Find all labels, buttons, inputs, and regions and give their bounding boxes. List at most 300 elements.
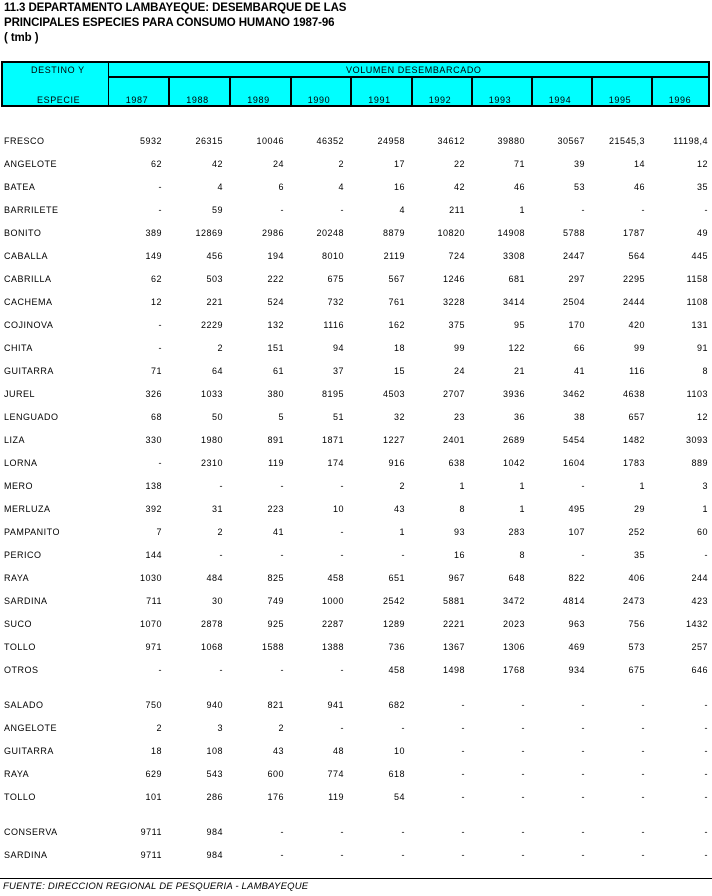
row-value: 420 [628,320,645,330]
row-value: - [219,481,223,491]
row-value: 101 [145,792,162,802]
row-value: 132 [267,320,284,330]
row-value: 681 [508,274,525,284]
row-value: 46 [633,182,645,192]
row-label: TOLLO [4,642,36,652]
row-value: - [280,850,284,860]
row-value: 30567 [557,136,585,146]
row-value: 456 [206,251,223,261]
row-value: 3462 [562,389,585,399]
row-label: CABRILLA [4,274,52,284]
row-value: - [340,527,344,537]
row-label: ANGELOTE [4,723,58,733]
row-value: - [641,700,645,710]
row-value: 736 [388,642,405,652]
row-value: 119 [328,792,344,802]
row-value: - [461,723,465,733]
row-value: 1000 [321,596,344,606]
row-value: 573 [628,642,645,652]
table-title [4,1,346,46]
row-value: 1 [702,504,708,514]
row-value: 10820 [437,228,465,238]
row-value: 2444 [622,297,645,307]
row-value: 2221 [442,619,465,629]
table-row [0,700,712,714]
row-value: - [461,792,465,802]
row-value: 66 [573,343,585,353]
row-value: 41 [573,366,585,376]
row-value: 62 [150,274,162,284]
row-value: 108 [206,746,223,756]
row-label: MERO [4,481,33,491]
row-value: 35 [633,550,645,560]
row-label: RAYA [4,769,30,779]
row-value: - [280,205,284,215]
row-value: 1103 [686,389,708,399]
row-value: 119 [268,458,284,468]
header-divider [108,76,708,78]
row-value: 675 [628,665,645,675]
table-row [0,136,712,150]
row-value: 5 [278,412,284,422]
row-label: PAMPANITO [4,527,61,537]
row-value: 53 [573,182,585,192]
table-row [0,228,712,242]
row-label: COJINOVA [4,320,54,330]
row-value: - [461,769,465,779]
row-value: 1 [459,481,465,491]
row-value: 11198,4 [673,136,708,146]
row-value: - [704,700,708,710]
row-value: - [581,769,585,779]
row-value: 36 [513,412,525,422]
row-value: 822 [568,573,585,583]
row-value: 2 [217,343,223,353]
row-value: 1306 [502,642,525,652]
row-value: 749 [267,596,284,606]
row-value: 12 [696,159,708,169]
row-value: 2504 [562,297,585,307]
header-especie: ESPECIE [37,95,81,105]
row-value: 963 [568,619,585,629]
row-value: 149 [145,251,162,261]
row-value: 2707 [442,389,465,399]
title-line-2: PRINCIPALES ESPECIES PARA CONSUMO HUMANO 1987-96 [4,17,335,29]
row-value: 3 [702,481,708,491]
table-row [0,458,712,472]
row-value: - [280,550,284,560]
row-value: 93 [453,527,465,537]
row-value: 71 [513,159,525,169]
row-value: 543 [206,769,223,779]
row-value: 15 [393,366,405,376]
table-row [0,481,712,495]
row-value: - [704,769,708,779]
row-value: 2 [399,481,405,491]
row-value: 2447 [562,251,585,261]
row-value: 211 [449,205,465,215]
row-value: 3093 [685,435,708,445]
row-value: 524 [267,297,284,307]
row-label: GUITARRA [4,746,54,756]
row-value: - [581,850,585,860]
row-value: 176 [267,792,284,802]
row-value: 458 [388,665,405,675]
row-value: - [704,550,708,560]
row-value: - [158,205,162,215]
row-label: FRESCO [4,136,45,146]
header-destino: DESTINO Y [31,65,85,75]
row-value: 14908 [497,228,525,238]
row-value: 22 [453,159,465,169]
row-value: 5881 [442,596,465,606]
row-value: 1604 [562,458,585,468]
row-value: 24 [453,366,465,376]
row-value: 2287 [321,619,344,629]
row-value: 648 [508,573,525,583]
row-value: 4 [399,205,405,215]
row-value: - [581,205,585,215]
header-year: 1988 [186,95,209,105]
row-value: - [521,827,525,837]
table-row [0,366,712,380]
table-row [0,504,712,518]
row-value: - [581,746,585,756]
row-value: - [581,827,585,837]
header-year: 1995 [608,95,632,105]
row-value: 32 [393,412,405,422]
row-value: 107 [568,527,585,537]
row-value: 10 [393,746,405,756]
row-value: 4814 [562,596,585,606]
row-value: 503 [206,274,223,284]
row-value: - [581,723,585,733]
row-value: - [340,550,344,560]
row-value: 1783 [622,458,645,468]
header-volumen: VOLUMEN DESEMBARCADO [346,65,482,75]
row-value: 774 [327,769,344,779]
row-value: - [704,792,708,802]
row-value: 651 [388,573,405,583]
row-value: - [641,792,645,802]
row-value: 2 [156,723,162,733]
row-value: - [581,700,585,710]
row-value: 29 [633,504,645,514]
row-value: 564 [628,251,645,261]
table-row [0,182,712,196]
row-value: 41 [272,527,284,537]
row-value: 2 [278,723,284,733]
row-label: MERLUZA [4,504,51,514]
table-row [0,596,712,610]
row-value: - [521,700,525,710]
row-value: 675 [327,274,344,284]
row-value: - [641,769,645,779]
row-value: - [158,320,162,330]
table-row [0,827,712,841]
table-row [0,573,712,587]
row-value: 20248 [316,228,344,238]
row-label: LORNA [4,458,38,468]
row-value: - [401,723,405,733]
row-value: 68 [150,412,162,422]
row-value: 406 [628,573,645,583]
row-value: 756 [628,619,645,629]
row-value: - [461,827,465,837]
row-value: 5932 [139,136,162,146]
table-row [0,769,712,783]
row-value: 423 [691,596,708,606]
row-label: RAYA [4,573,30,583]
row-value: 1787 [622,228,645,238]
row-value: 984 [206,827,223,837]
row-label: CONSERVA [4,827,58,837]
row-value: - [641,827,645,837]
row-value: 5788 [562,228,585,238]
row-value: 375 [448,320,465,330]
row-value: 3414 [502,297,525,307]
row-value: 2473 [622,596,645,606]
row-label: LENGUADO [4,412,59,422]
row-value: 682 [388,700,405,710]
row-value: 43 [272,746,284,756]
row-value: 1070 [139,619,162,629]
row-value: 21 [513,366,525,376]
row-value: 1246 [442,274,465,284]
row-value: 8 [519,550,525,560]
row-value: - [280,827,284,837]
row-value: 1 [639,481,645,491]
row-value: 3 [217,723,223,733]
table-row [0,723,712,737]
row-label: LIZA [4,435,26,445]
row-value: 1289 [382,619,405,629]
row-value: 12 [696,412,708,422]
header-year: 1989 [247,95,270,105]
row-value: 1482 [622,435,645,445]
row-value: - [521,746,525,756]
row-value: 9711 [140,850,162,860]
row-value: 3472 [502,596,525,606]
row-value: 1030 [139,573,162,583]
row-value: 469 [568,642,585,652]
row-value: 4 [217,182,223,192]
row-value: - [158,182,162,192]
row-value: 221 [206,297,223,307]
row-value: 116 [629,366,645,376]
row-value: - [340,723,344,733]
row-value: - [521,850,525,860]
row-value: 1042 [502,458,525,468]
row-value: 244 [691,573,708,583]
row-value: 967 [448,573,465,583]
row-value: - [280,665,284,675]
row-value: 34612 [437,136,465,146]
row-value: 1367 [442,642,465,652]
row-label: SARDINA [4,850,48,860]
row-value: 389 [145,228,162,238]
table-header [1,61,710,107]
row-value: 162 [388,320,405,330]
row-value: 916 [388,458,405,468]
row-value: 889 [691,458,708,468]
row-value: 39880 [497,136,525,146]
header-year: 1996 [668,95,692,105]
row-value: 750 [145,700,162,710]
row-value: 50 [211,412,223,422]
row-value: 638 [448,458,465,468]
title-units: ( tmb ) [4,32,39,44]
row-value: 1068 [200,642,223,652]
row-value: 8879 [382,228,405,238]
row-value: - [340,827,344,837]
row-value: 600 [267,769,284,779]
row-value: 30 [211,596,223,606]
title-line-1: 11.3 DEPARTAMENTO LAMBAYEQUE: DESEMBARQUE DE LAS [4,2,347,14]
row-value: 2 [217,527,223,537]
row-value: 18 [150,746,162,756]
row-value: 14 [633,159,645,169]
row-value: - [521,723,525,733]
row-value: 31 [211,504,223,514]
table-row [0,665,712,679]
row-value: 64 [211,366,223,376]
row-value: 330 [145,435,162,445]
row-value: 95 [513,320,525,330]
row-value: 61 [272,366,284,376]
row-value: 252 [628,527,645,537]
row-value: 5454 [562,435,585,445]
row-value: 392 [145,504,162,514]
row-value: - [581,792,585,802]
row-value: 38 [573,412,585,422]
row-value: 99 [453,343,465,353]
row-value: 1227 [382,435,405,445]
row-value: 2 [338,159,344,169]
header-year: 1987 [125,95,149,105]
row-value: 144 [145,550,162,560]
row-value: 99 [633,343,645,353]
row-value: - [641,746,645,756]
row-value: 1 [399,527,405,537]
table-row [0,389,712,403]
row-value: 629 [145,769,162,779]
table-row [0,251,712,265]
row-value: 122 [508,343,525,353]
row-value: 297 [568,274,585,284]
row-value: 941 [327,700,344,710]
row-value: 1033 [200,389,223,399]
row-value: - [641,723,645,733]
row-value: 138 [145,481,162,491]
row-value: 2229 [200,320,223,330]
row-value: 42 [453,182,465,192]
row-value: 194 [267,251,284,261]
row-value: 1588 [261,642,284,652]
header-year: 1992 [428,95,452,105]
row-value: 71 [150,366,162,376]
row-value: 2023 [502,619,525,629]
row-value: - [340,850,344,860]
row-value: - [461,700,465,710]
row-value: - [219,550,223,560]
table-row [0,274,712,288]
row-value: 761 [388,297,405,307]
row-value: 1432 [685,619,708,629]
header-year: 1991 [368,95,391,105]
row-value: 286 [206,792,223,802]
row-value: 60 [696,527,708,537]
row-value: - [704,827,708,837]
row-value: 1388 [321,642,344,652]
row-value: 35 [696,182,708,192]
row-label: SUCO [4,619,33,629]
row-value: 2689 [502,435,525,445]
row-value: 891 [267,435,284,445]
row-value: 1108 [686,297,708,307]
row-value: 6 [278,182,284,192]
row-value: 724 [448,251,465,261]
row-value: 37 [332,366,344,376]
row-value: 2542 [382,596,405,606]
table-row [0,320,712,334]
row-value: 821 [267,700,284,710]
table-row [0,159,712,173]
table-row [0,343,712,357]
table-row [0,412,712,426]
row-value: 49 [696,228,708,238]
row-value: - [521,769,525,779]
row-value: - [704,723,708,733]
row-label: BARRILETE [4,205,59,215]
row-value: 1768 [502,665,525,675]
row-value: 1 [519,504,525,514]
footer-rule [0,878,712,879]
row-label: BONITO [4,228,42,238]
row-value: - [641,205,645,215]
row-value: 2119 [383,251,405,261]
row-value: 222 [267,274,284,284]
row-value: - [401,850,405,860]
row-value: - [401,827,405,837]
row-value: 825 [267,573,284,583]
row-label: JUREL [4,389,36,399]
row-value: 2295 [622,274,645,284]
row-value: 39 [573,159,585,169]
row-value: 1871 [321,435,344,445]
row-value: 4638 [622,389,645,399]
row-value: 54 [393,792,405,802]
row-value: - [704,746,708,756]
row-value: 326 [145,389,162,399]
row-value: - [641,850,645,860]
row-value: - [581,481,585,491]
row-value: 24958 [377,136,405,146]
row-value: 484 [206,573,223,583]
row-value: 8195 [321,389,344,399]
row-value: 3228 [442,297,465,307]
row-label: SARDINA [4,596,48,606]
row-value: 971 [145,642,162,652]
row-value: 257 [691,642,708,652]
row-value: 934 [568,665,585,675]
row-value: 16 [393,182,405,192]
row-value: 2878 [200,619,223,629]
table-row [0,435,712,449]
row-value: - [158,458,162,468]
row-value: - [461,850,465,860]
row-value: - [581,550,585,560]
